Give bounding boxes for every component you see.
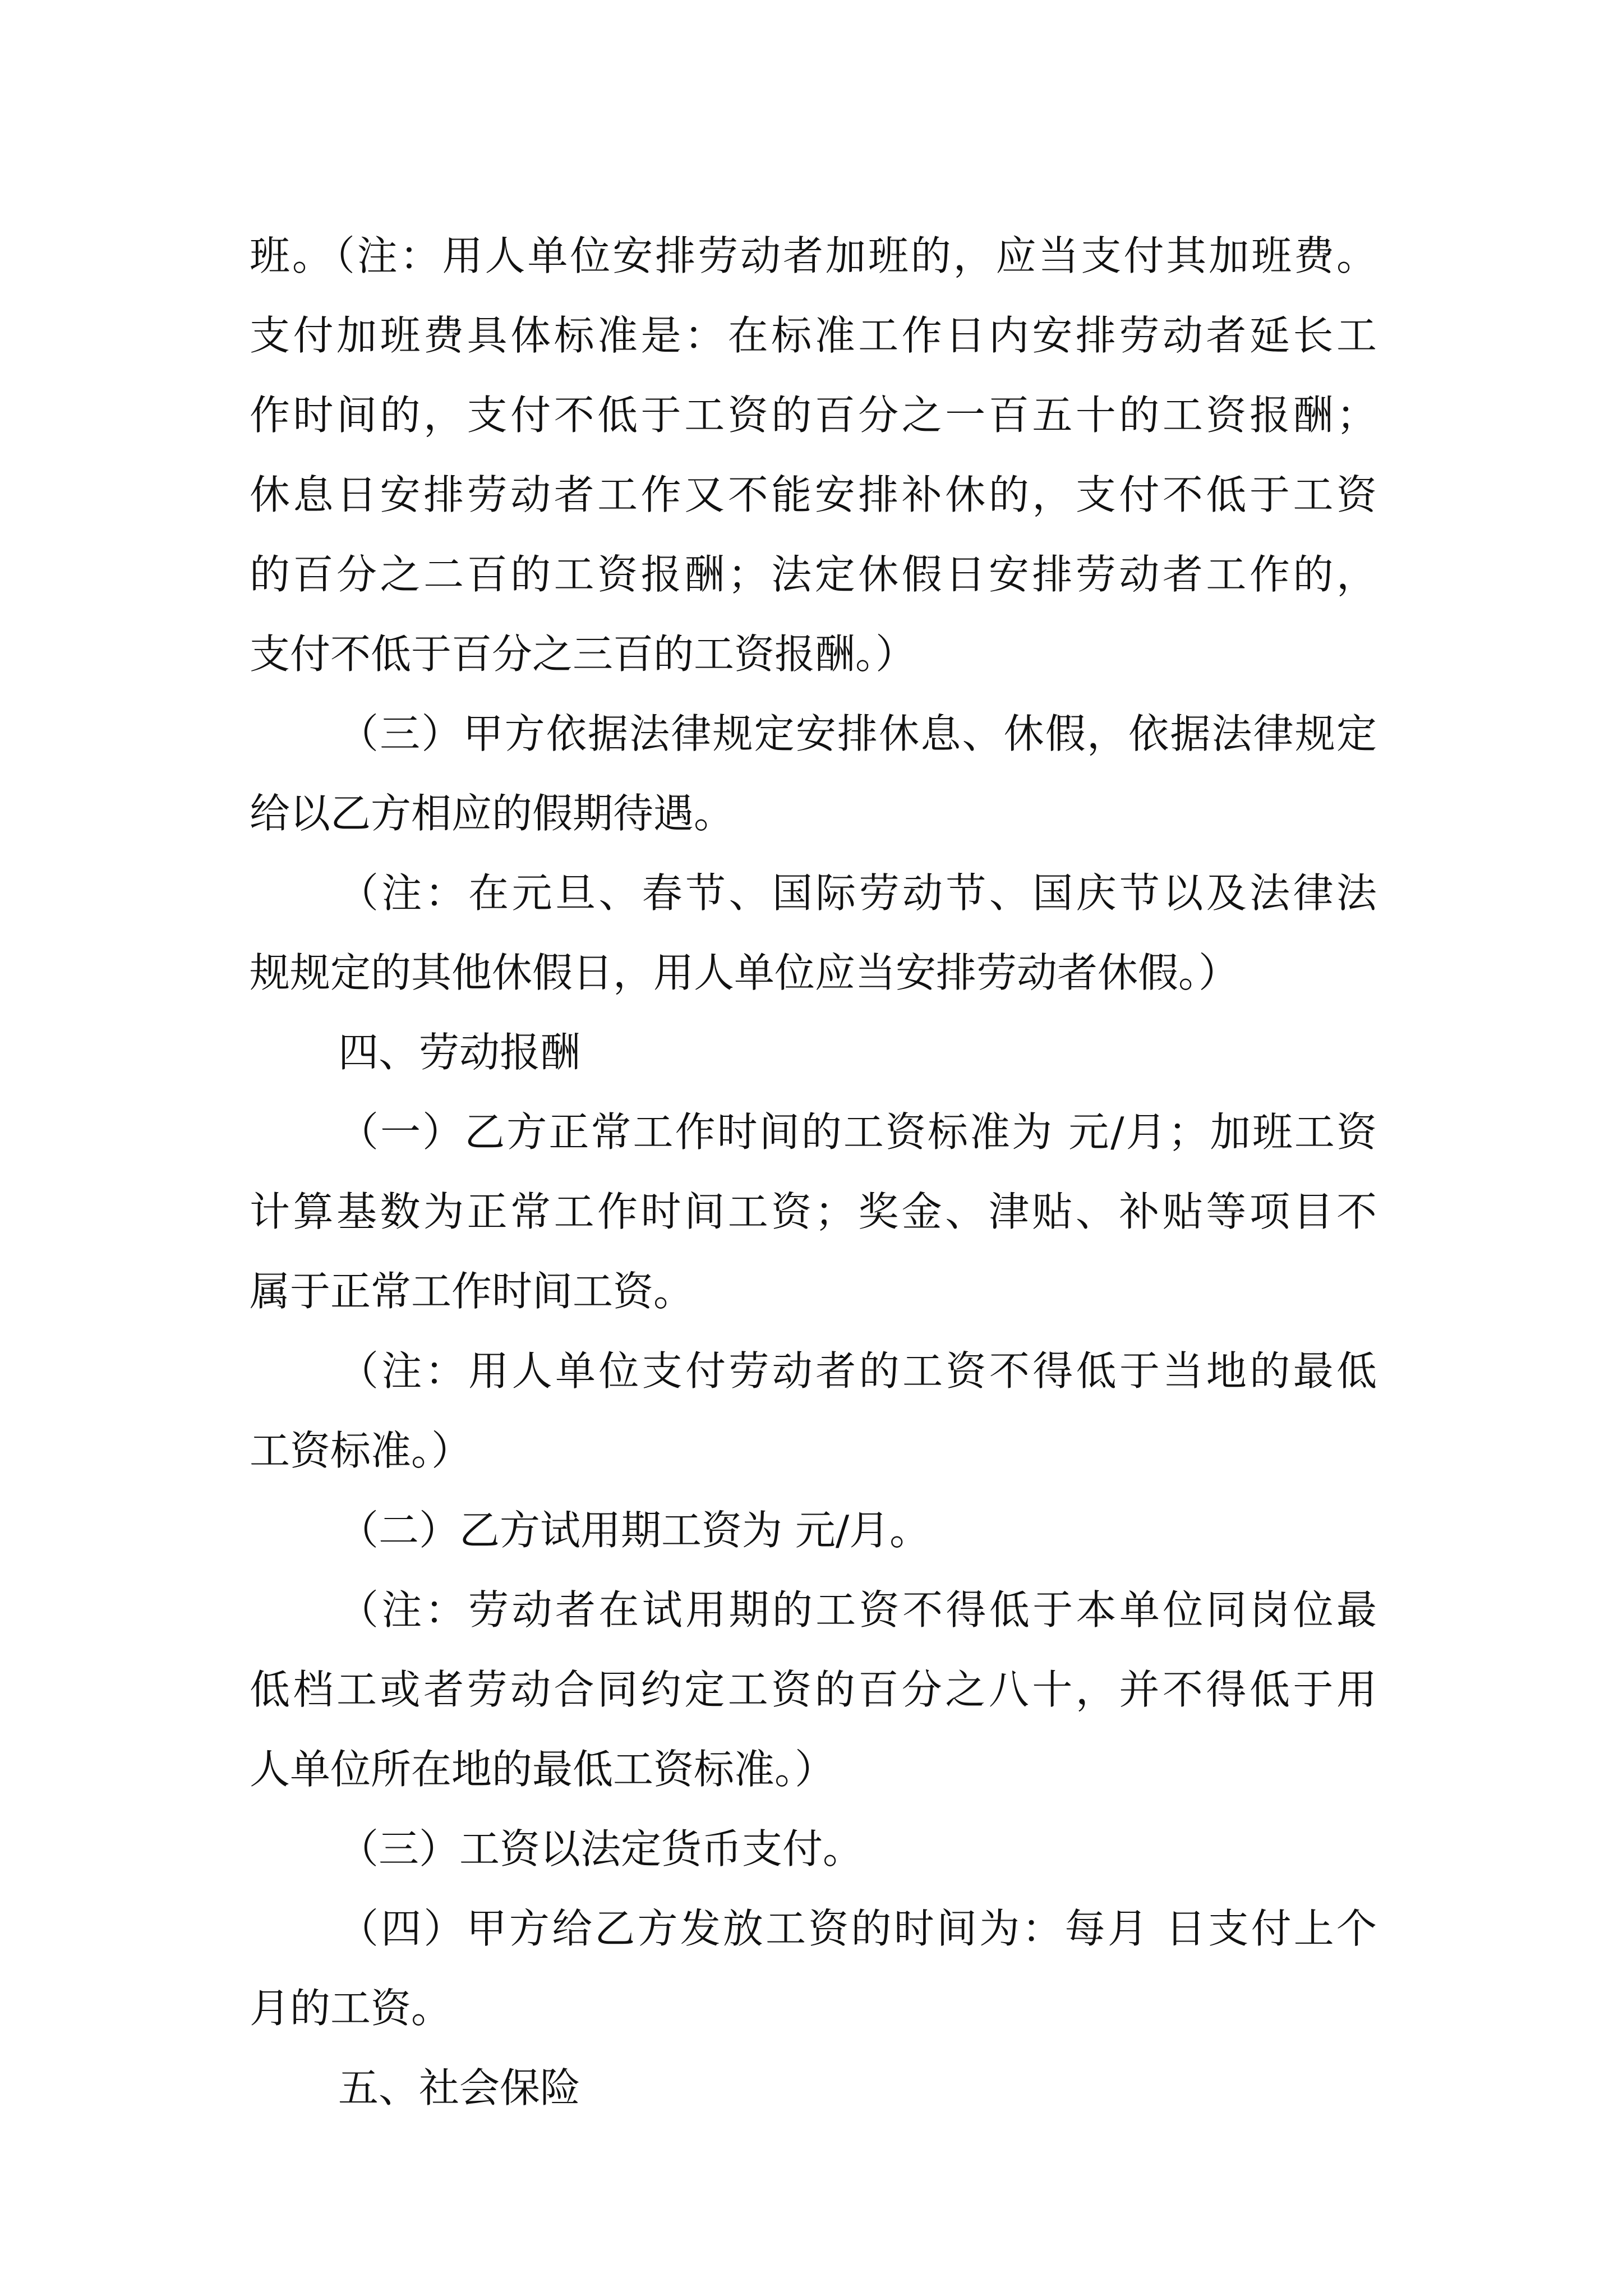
text-line: 五、社会保险 [338, 2064, 581, 2111]
text-line: （注：在元旦、春节、国际劳动节、国庆节以及法律法 [338, 869, 1377, 917]
text-line: （一）乙方正常工作时间的工资标准为 元/月；加班工资 [338, 1108, 1377, 1156]
text-line: 低档工或者劳动合同约定工资的百分之八十，并不得低于用 [250, 1666, 1377, 1713]
text-line: 规规定的其他休假日，用人单位应当安排劳动者休假。） [250, 949, 1239, 996]
text-line: 月的工资。 [250, 1985, 452, 2032]
document-body [250, 216, 1377, 2128]
text-line: 支付加班费具体标准是：在标准工作日内安排劳动者延长工 [250, 312, 1377, 359]
text-line: （注：劳动者在试用期的工资不得低于本单位同岗位最 [338, 1586, 1377, 1634]
text-line: 计算基数为正常工作时间工资；奖金、津贴、补贴等项目不 [250, 1188, 1377, 1235]
text-line: 的百分之二百的工资报酬；法定休假日安排劳动者工作的， [250, 551, 1377, 598]
text-line: 给以乙方相应的假期待遇。 [250, 790, 735, 837]
text-line: （三）工资以法定货币支付。 [338, 1825, 864, 1872]
text-line: （注：用人单位支付劳动者的工资不得低于当地的最低 [338, 1347, 1377, 1395]
text-line: （四）甲方给乙方发放工资的时间为：每月 日支付上个 [338, 1905, 1377, 1952]
text-line: 支付不低于百分之三百的工资报酬。） [250, 631, 916, 678]
text-line: 工资标准。） [250, 1427, 472, 1474]
text-line: 属于正常工作时间工资。 [250, 1268, 694, 1315]
text-line: （二）乙方试用期工资为 元/月。 [338, 1507, 930, 1554]
text-line: 人单位所在地的最低工资标准。） [250, 1746, 836, 1793]
text-line: 四、劳动报酬 [338, 1029, 581, 1076]
text-line: （三）甲方依据法律规定安排休息、休假，依据法律规定 [338, 710, 1377, 757]
text-line: 班。（注：用人单位安排劳动者加班的，应当支付其加班费。 [250, 232, 1377, 279]
text-line: 休息日安排劳动者工作又不能安排补休的，支付不低于工资 [250, 471, 1377, 518]
text-line: 作时间的，支付不低于工资的百分之一百五十的工资报酬； [250, 392, 1377, 439]
